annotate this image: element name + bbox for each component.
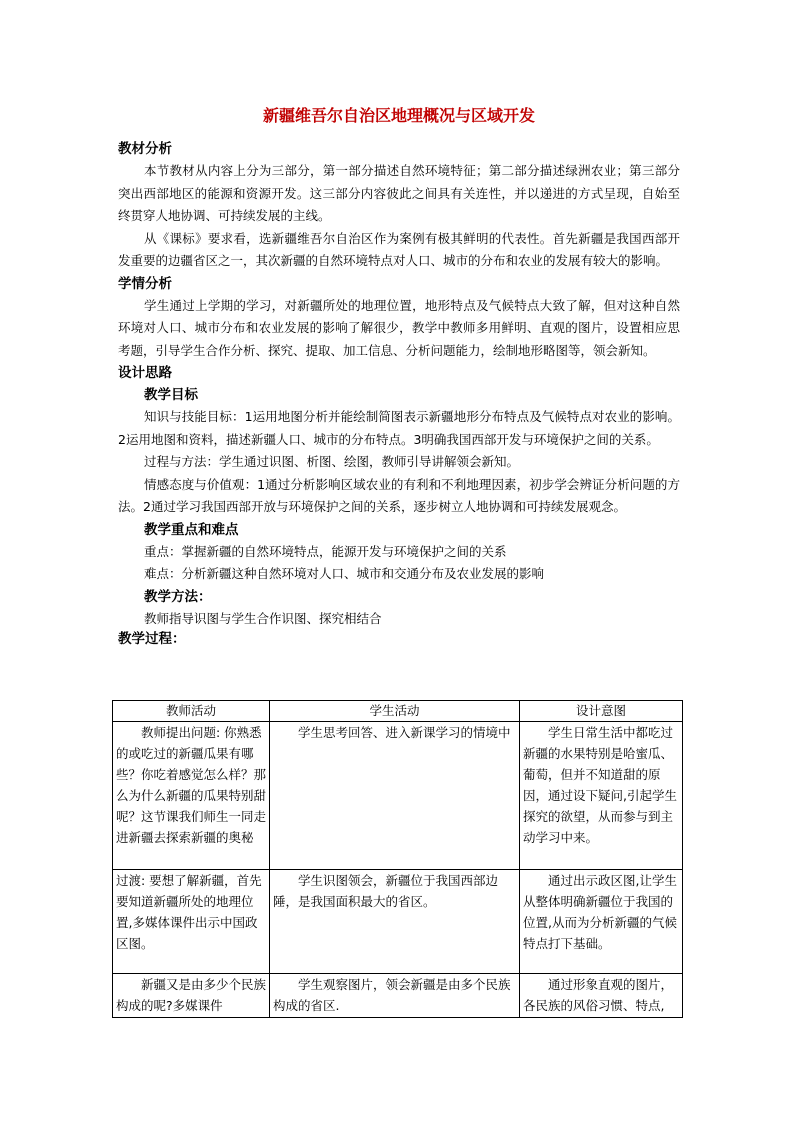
document-title: 新疆维吾尔自治区地理概况与区域开发 [262, 106, 535, 125]
paragraph: 过程与方法：学生通过识图、析图、绘图，教师引导讲解领会新知。 [144, 454, 520, 469]
table-row [113, 974, 683, 1018]
heading-material-analysis: 教材分析 [118, 141, 172, 157]
student-activity-cell: 学生观察图片，领会新疆是由多个民族构成的省区. [270, 974, 520, 1018]
paragraph: 情感态度与价值观：1通过分析影响区域农业的有利和不利地理因素，初步学会辨证分析问题的方法。2通过学习我国西部开放与环境保护之间的关系，逐步树立人地协调和可持续发展观念。 [118, 476, 680, 514]
column-header-teacher: 教师活动 [113, 701, 270, 722]
teacher-activity-cell: 教师提出问题: 你熟悉的或吃过的新疆瓜果有哪些？你吃着感觉怎么样？那么为什么新疆的瓜果特别甜呢？这节课我们师生一同走进新疆去探索新疆的奥秘 [113, 722, 270, 870]
design-intent-cell: 通过出示政区图,让学生从整体明确新疆位于我国的位置,从而为分析新疆的气候特点打下基础。 [520, 870, 683, 974]
heading-teaching-method: 教学方法： [144, 588, 212, 605]
design-intent-cell: 学生日常生活中都吃过新疆的水果特别是哈蜜瓜、葡萄，但并不知道甜的原因，通过设下疑问,引起学生探究的欲望，从而参与到主动学习中来。 [520, 722, 683, 870]
heading-key-points: 教学重点和难点 [144, 521, 239, 538]
teaching-method-text: 教师指导识图与学生合作识图、探究相结合 [144, 610, 382, 626]
table-header-row [113, 701, 683, 722]
paragraph: 学生通过上学期的学习，对新疆所处的地理位置，地形特点及气候特点大致了解，但对这种自然环境对人口、城市分布和农业发展的影响了解很少，教学中教师多用鲜明、直观的图片，设置相应思考题，引导学生合作分析、探究、提取、加工信息、分析问题能力，绘制地形略图等，领会新知。 [118, 297, 680, 358]
student-activity-cell: 学生识图领会，新疆位于我国西部边陲，是我国面积最大的省区。 [270, 870, 520, 974]
document-page [118, 104, 680, 648]
heading-teaching-goals: 教学目标 [144, 387, 198, 403]
student-activity-cell: 学生思考回答、进入新课学习的情境中 [270, 722, 520, 870]
column-header-intent: 设计意图 [520, 701, 683, 722]
paragraph: 知识与技能目标：1运用地图分析并能绘制简图表示新疆地形分布特点及气候特点对农业的影响。2运用地图和资料，描述新疆人口、城市的分布特点。3明确我国西部开发与环境保护之间的关系。 [118, 409, 680, 447]
table-row [113, 722, 683, 870]
difficult-point-text: 难点：分析新疆这种自然环境对人口、城市和交通分布及农业发展的影响 [144, 566, 545, 581]
teacher-activity-cell: 过渡: 要想了解新疆，首先要知道新疆所处的地理位置,多媒体课件出示中国政区图。 [113, 870, 270, 974]
column-header-student: 学生活动 [270, 701, 520, 722]
paragraph: 从《课标》要求看，选新疆维吾尔自治区作为案例有极其鲜明的代表性。首先新疆是我国西部开发重要的边疆省区之一，其次新疆的自然环境特点对人口、城市的分布和农业的发展有较大的影响。 [118, 230, 680, 268]
heading-design: 设计思路 [118, 365, 172, 381]
heading-teaching-process: 教学过程： [118, 631, 186, 647]
table-row [113, 870, 683, 974]
heading-student-analysis: 学情分析 [118, 275, 172, 292]
teaching-process-table [112, 700, 683, 1018]
design-intent-cell: 通过形象直观的图片，各民族的风俗习惯、特点, [520, 974, 683, 1018]
paragraph: 本节教材从内容上分为三部分，第一部分描述自然环境特征；第二部分描述绿洲农业；第三部分突出西部地区的能源和资源开发。这三部分内容彼此之间具有关连性，并以递进的方式呈现，自始至终贯穿人地协调、可持续发展的主线。 [118, 163, 680, 223]
key-point-text: 重点：掌握新疆的自然环境特点，能源开发与环境保护之间的关系 [144, 543, 507, 559]
teacher-activity-cell: 新疆又是由多少个民族构成的呢?多媒课件 [113, 974, 270, 1018]
